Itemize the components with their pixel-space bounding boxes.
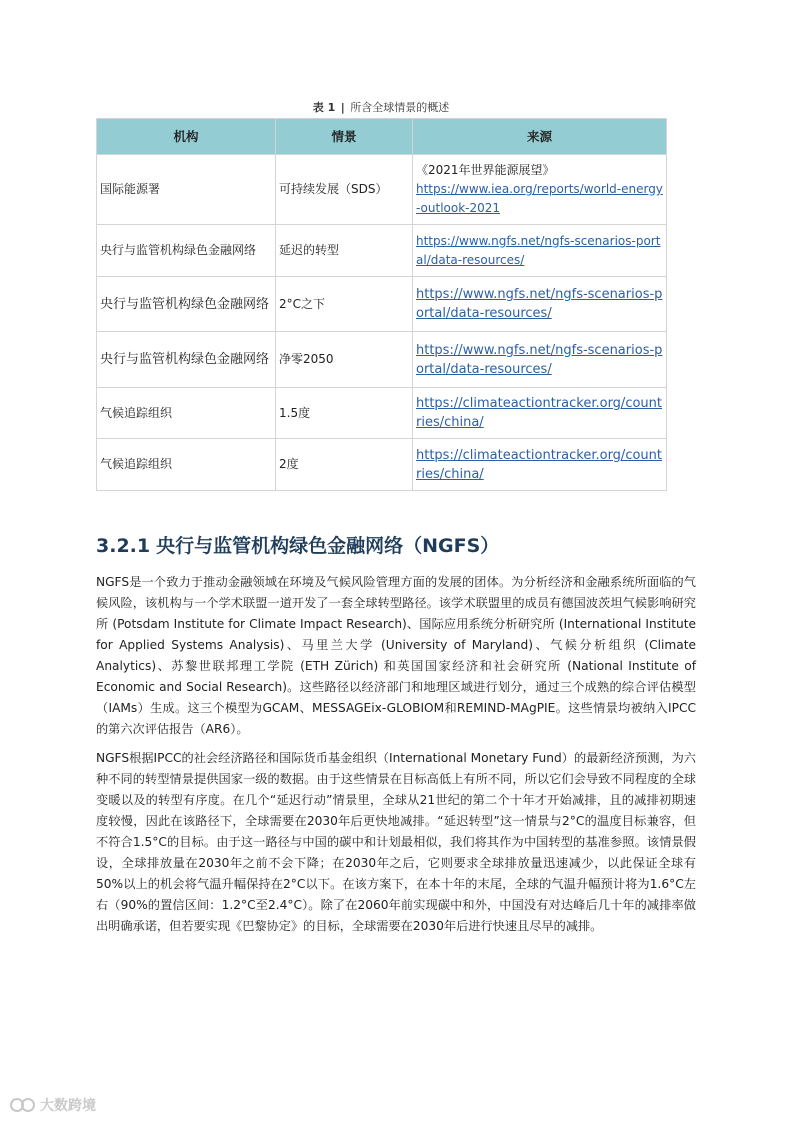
scenario-cell: 2°C之下 bbox=[276, 277, 413, 332]
scenario-cell: 延迟的转型 bbox=[276, 225, 413, 277]
table-row bbox=[97, 225, 667, 277]
table-header-row bbox=[97, 119, 667, 155]
org-cell: 气候追踪组织 bbox=[97, 439, 276, 491]
table-caption bbox=[96, 99, 666, 115]
table-row bbox=[97, 332, 667, 388]
watermark bbox=[10, 1095, 96, 1115]
scenario-cell: 1.5度 bbox=[276, 388, 413, 439]
source-cell bbox=[413, 277, 667, 332]
source-cell bbox=[413, 332, 667, 388]
source-cell bbox=[413, 388, 667, 439]
section-number: 3.2.1 bbox=[96, 535, 151, 557]
source-link[interactable]: https://climateactiontracker.org/countries/china/ bbox=[416, 447, 662, 482]
scenario-cell: 净零2050 bbox=[276, 332, 413, 388]
scenario-cell: 可持续发展（SDS） bbox=[276, 155, 413, 225]
source-link[interactable]: https://www.ngfs.net/ngfs-scenarios-portal/data-resources/ bbox=[416, 233, 661, 267]
body-paragraph: NGFS根据IPCC的社会经济路径和国际货币基金组织（International Monetary Fund）的最新经济预测，为六种不同的转型情景提供国家一级的数据。由于这些情景在目标高低上有所不同，所以它们会导致不同程度的全球变暖以及的转型有序度。在几个“延迟行动”情景里，全球从21世纪的第二个十年才开始减排，且的减排初期速度较慢，因此在该路径下，全球需要在2030年后更快地减排。“延迟转型”这一情景与2°C的温度目标兼容，但不符合1.5°C的目标。由于这一路径与中国的碳中和计划最相似，我们将其作为中国转型的基准参照。该情景假设，全球排放量在2030年之前不会下降；在2030年之后，它则要求全球排放量迅速减少，以此保证全球有50%以上的机会将气温升幅保持在2°C以下。在该方案下，在本十年的末尾，全球的气温升幅预计将为1.6°C左右（90%的置信区间：1.2°C至2.4°C）。除了在2060年前实现碳中和外，中国没有对达峰后几十年的减排率做出明确承诺，但若要实现《巴黎协定》的目标，全球需要在2030年后进行快速且尽早的减排。 bbox=[96, 751, 696, 933]
body-paragraph: NGFS是一个致力于推动金融领域在环境及气候风险管理方面的发展的团体。为分析经济和金融系统所面临的气候风险，该机构与一个学术联盟一道开发了一套全球转型路径。该学术联盟里的成员有德国波茨坦气候影响研究所 (Potsdam Institute for Climate Impact Research)、国际应用系统分析研究所 (International Institute for Applied Systems Analysis)、马里兰大学 (University of Maryland)、气候分析组织 (Climate Analytics)、苏黎世联邦理工学院 (ETH Zürich) 和英国国家经济和社会研究所 (National Institute of Economic and Social Research)。这些路径以经济部门和地理区域进行划分，通过三个成熟的综合评估模型（IAMs）生成。这三个模型为GCAM、MESSAGEix-GLOBIOM和REMIND-MAgPIE。这些情景均被纳入IPCC的第六次评估报告（AR6）。 bbox=[96, 575, 696, 736]
source-link[interactable]: https://www.iea.org/reports/world-energy-outlook-2021 bbox=[416, 182, 663, 215]
section-title-text: 央行与监管机构绿色金融网络（NGFS） bbox=[156, 535, 500, 557]
brand-logo-icon bbox=[10, 1096, 36, 1114]
org-cell: 央行与监管机构绿色金融网络 bbox=[97, 277, 276, 332]
scenario-cell: 2度 bbox=[276, 439, 413, 491]
source-cell bbox=[413, 439, 667, 491]
table-caption-label: 表 1 bbox=[312, 101, 336, 114]
org-cell: 央行与监管机构绿色金融网络 bbox=[97, 332, 276, 388]
source-link[interactable]: https://www.ngfs.net/ngfs-scenarios-portal/data-resources/ bbox=[416, 342, 663, 377]
watermark-text: 大数跨境 bbox=[40, 1098, 96, 1114]
section-heading bbox=[96, 531, 499, 558]
table-row bbox=[97, 277, 667, 332]
table-caption-text: 所含全球情景的概述 bbox=[350, 101, 450, 114]
org-cell: 国际能源署 bbox=[97, 155, 276, 225]
source-cell bbox=[413, 225, 667, 277]
org-cell: 央行与监管机构绿色金融网络 bbox=[97, 225, 276, 277]
source-link[interactable]: https://www.ngfs.net/ngfs-scenarios-portal/data-resources/ bbox=[416, 287, 663, 321]
table-caption-separator: | bbox=[340, 101, 345, 114]
header-scenario: 情景 bbox=[276, 119, 413, 155]
table-row bbox=[97, 155, 667, 225]
org-cell: 气候追踪组织 bbox=[97, 388, 276, 439]
source-link[interactable]: https://climateactiontracker.org/countries/china/ bbox=[416, 396, 662, 430]
table-row bbox=[97, 439, 667, 491]
header-source: 来源 bbox=[413, 119, 667, 155]
header-org: 机构 bbox=[97, 119, 276, 155]
source-title: 《2021年世界能源展望》 bbox=[416, 163, 555, 177]
scenario-table bbox=[96, 118, 667, 491]
table-row bbox=[97, 388, 667, 439]
source-cell bbox=[413, 155, 667, 225]
